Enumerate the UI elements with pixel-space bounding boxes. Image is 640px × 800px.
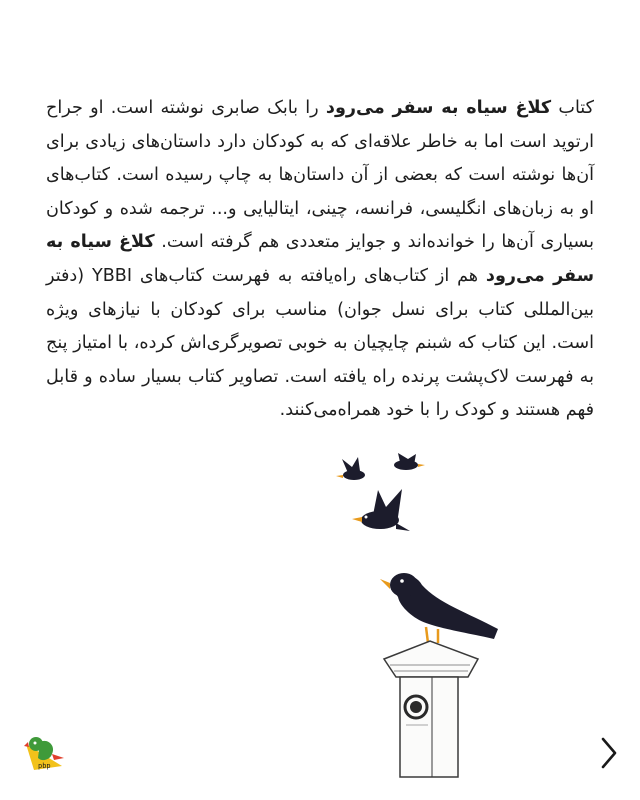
next-page-button[interactable] xyxy=(594,732,624,774)
svg-text:pbp: pbp xyxy=(38,762,51,770)
article-text-3: هم از کتاب‌های راه‌یافته به فهرست کتاب‌های YBBI (دفتر بین‌المللی کتاب برای نسل جوان) مناسب برای کودکان با نیازهای ویژه است. این کتاب که شبنم چایچیان به خوبی تصویرگری‌اش کرده، با امتیاز پنج به فهرست لاک‌پشت پرنده راه یافته است. تصاویر کتاب بسیار ساده و قابل فهم هستند و کودک را با خود همراه‌می‌کنند. xyxy=(46,265,594,421)
chevron-right-icon xyxy=(600,736,618,770)
perched-crow xyxy=(380,573,498,643)
birdhouse xyxy=(384,641,478,777)
crows-on-birdhouse-illustration xyxy=(318,445,518,780)
flying-crow-large xyxy=(352,489,410,531)
flying-crow-small-right xyxy=(394,453,425,470)
parrot-logo-icon xyxy=(22,734,70,774)
book-title: کلاغ سیاه به سفر می‌رود xyxy=(325,98,552,118)
article-text-1: کتاب xyxy=(551,98,594,118)
book-title-repeat: کلاغ سیاه به سفر می‌رود xyxy=(46,232,595,286)
article-paragraph xyxy=(46,92,594,428)
flying-crow-small-left xyxy=(336,457,365,480)
article-text-2: را بابک صابری نوشته است. او جراح ارتوپد است اما به خاطر علاقه‌ای که به کودکان دارد داستان‌های زیادی برای آن‌ها نوشته است که بعضی از آن داستان‌ها به چاپ رسیده است. کتاب‌های او به زبان‌های انگلیسی، فرانسه، چینی، ایتالیایی و... ترجمه شده و کودکان بسیاری آن‌ها را خوانده‌اند و جوایز متعددی هم گرفته است. xyxy=(46,98,594,253)
